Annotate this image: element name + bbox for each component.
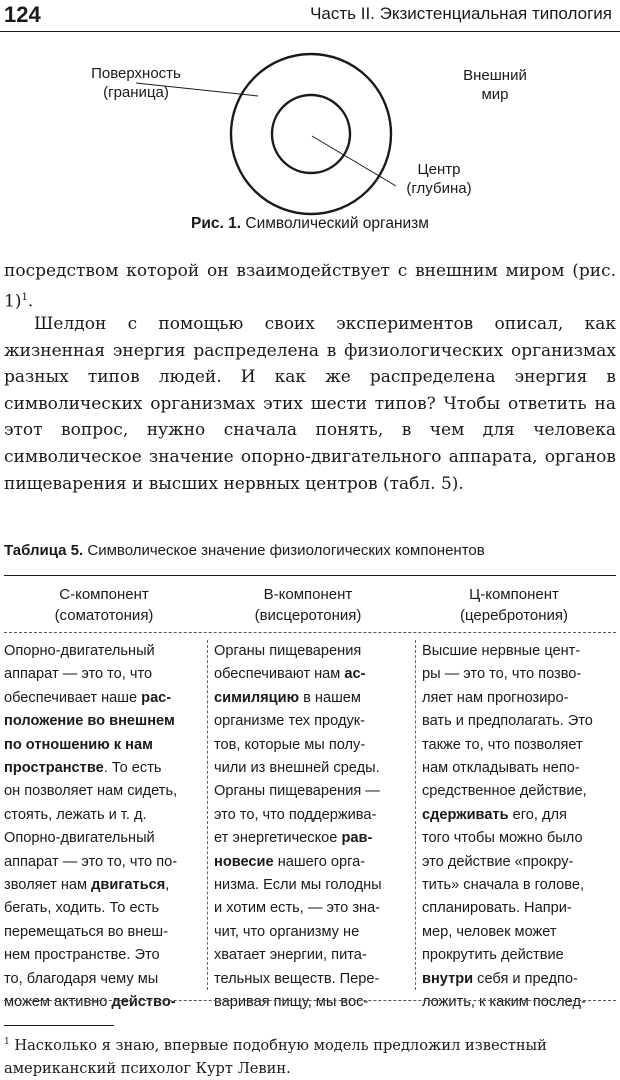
paragraph-1 [4,258,616,315]
table-cell-line: Органы пищеварения [214,643,362,659]
column-divider-2 [415,640,416,990]
table-cell-line: стоять, лежать и т. д. [4,806,147,823]
table-cell-line: он позволяет нам сидеть, [4,783,178,800]
table-bottom-rule [4,1000,616,1001]
table-cell-line: пространстве. То есть [4,760,162,777]
table-cell-line: аппарат — это то, что [4,666,153,683]
table-cell-line: новесие нашего орга- [214,853,366,870]
table-top-rule [4,575,616,576]
label-surface-line2: (граница) [103,84,169,101]
table-cell-line: также то, что позволяет [422,736,583,753]
label-outer-line1: Внешний [463,67,527,84]
table-cell-line: по отношению к нам [4,736,153,753]
table-cell-line: тов, которые мы полу- [214,736,366,753]
header-rule [0,31,620,32]
table-cell-line: нем пространстве. Это [4,947,160,964]
footnote-marker: 1 [4,1037,10,1047]
column-head-v-sub: (висцеротония) [254,607,362,624]
table-cell-line: обеспечивают нам ас- [214,666,366,683]
table-cell-line: ры — это то, что позво- [422,666,582,683]
inner-circle [272,95,350,173]
table-cell-line: низма. Если мы голодны [214,877,382,894]
table-cell-line: обеспечивает наше рас- [4,689,172,706]
paragraph-1-end: . [27,291,34,312]
table-cell-line: Опорно-двигательный [4,643,155,659]
table-cell-line: прокрутить действие [422,947,564,964]
table-cell-line: мер, человек может [422,923,557,940]
footnote-ref: 1 [21,291,28,303]
table-cell-line: это действие «прокру- [422,853,574,870]
table-cell-line: перемещаться во внеш- [4,923,169,940]
footnote [4,1031,616,1080]
column-text-s [4,640,199,1015]
label-outer-line2: мир [481,86,509,103]
table-cell-line: средственное действие, [422,783,587,800]
label-surface-line1: Поверхность [91,65,181,82]
table-cell-line: спланировать. Напри- [422,900,572,917]
table-cell-line: варивая пищу, мы вос- [214,994,369,1011]
table-cell-line: симиляцию в нашем [214,689,361,706]
figure-caption-text: Символический организм [245,215,429,232]
paragraph-2: Шелдон с помощью своих экспериментов описал, как жизненная энергия распределена в физиологических организмах разных типов людей. И как же распределена энергия в символических организмах этих шести типов? Чтобы ответить на этот вопрос, нужно сначала понять, в чем для человека символическое значение опорно-двигательного аппарата, органов пищеварения и высших нервных центров (табл. 5). [4,314,616,494]
center-pointer-line [312,136,396,186]
label-outer-world [455,66,535,104]
figure-caption-number: Рис. 1. [191,215,242,232]
page-header [0,0,620,30]
paragraph-1-text: посредством которой он взаимодействует с внешним миром (рис. 1) [4,261,616,312]
table-cell-line: бегать, ходить. То есть [4,900,160,917]
column-head-c [414,584,614,626]
outer-circle [231,54,391,214]
table-cell-line: тить» сначала в голове, [422,877,585,894]
table-cell-line: то, благодаря чему мы [4,970,159,987]
column-head-v [208,584,408,626]
running-title: Часть II. Экзистенциальная типология [310,4,612,23]
table-cell-line: хватает энергии, пита- [214,947,367,964]
table-cell-line: зволяет нам двигаться, [4,877,170,894]
table-cell-line: Опорно-двигательный [4,830,155,847]
label-center-line1: Центр [417,161,461,178]
column-head-c-sub: (церебротония) [459,607,569,624]
table-cell-line: Органы пищеварения — [214,783,380,800]
table-cell-line: вать и предполагать. Это [422,713,593,730]
table-caption [4,542,485,559]
table-cell-line: Высшие нервные цент- [422,643,581,659]
column-head-c-title: Ц-компонент [469,586,559,603]
column-text-c [422,640,617,1015]
table-header-rule [4,632,616,633]
table-cell-line: нам откладывать непо- [422,760,580,777]
table-caption-number: Таблица 5. [4,542,84,559]
table-cell-line: чит, что организму не [214,923,360,940]
label-center-line2: (глубина) [406,180,472,197]
figure-symbolic-organism [0,40,620,240]
label-center [394,160,484,198]
column-head-s-title: С-компонент [59,586,149,603]
table-cell-line: внутри себя и предпо- [422,970,578,987]
table-cell-line: аппарат — это то, что по- [4,853,178,870]
footnote-rule [4,1025,114,1026]
table-cell-line: чили из внешней среды. [214,760,380,777]
column-head-s-sub: (соматотония) [54,607,154,624]
page-number: 124 [4,2,41,27]
table-caption-text: Символическое значение физиологических компонентов [87,542,485,559]
figure-caption [0,215,620,233]
label-surface [66,64,206,102]
column-head-s [4,584,204,626]
table-cell-line: ляет нам прогнозиро- [422,689,569,706]
table-cell-line: организме тех продук- [214,713,365,730]
table-cell-line: можем активно действо- [4,994,176,1011]
column-text-v [214,640,409,1015]
table-cell-line: положение во внешнем [4,713,175,730]
table-cell-line: и хотим есть, — это зна- [214,900,381,917]
column-head-v-title: В-компонент [263,586,353,603]
table-cell-line: это то, что поддержива- [214,806,377,823]
footnote-text: Насколько я знаю, впервые подобную модель предложил известный американский психолог Курт Левин. [4,1036,547,1077]
table-cell-line: ет энергетическое рав- [214,830,373,847]
table-cell-line: того чтобы можно было [422,830,583,847]
column-divider-1 [207,640,208,990]
table-cell-line: тельных веществ. Пере- [214,970,380,987]
table-cell-line: ложить, к каким послед- [422,994,586,1011]
table-cell-line: сдерживать его, для [422,806,567,823]
